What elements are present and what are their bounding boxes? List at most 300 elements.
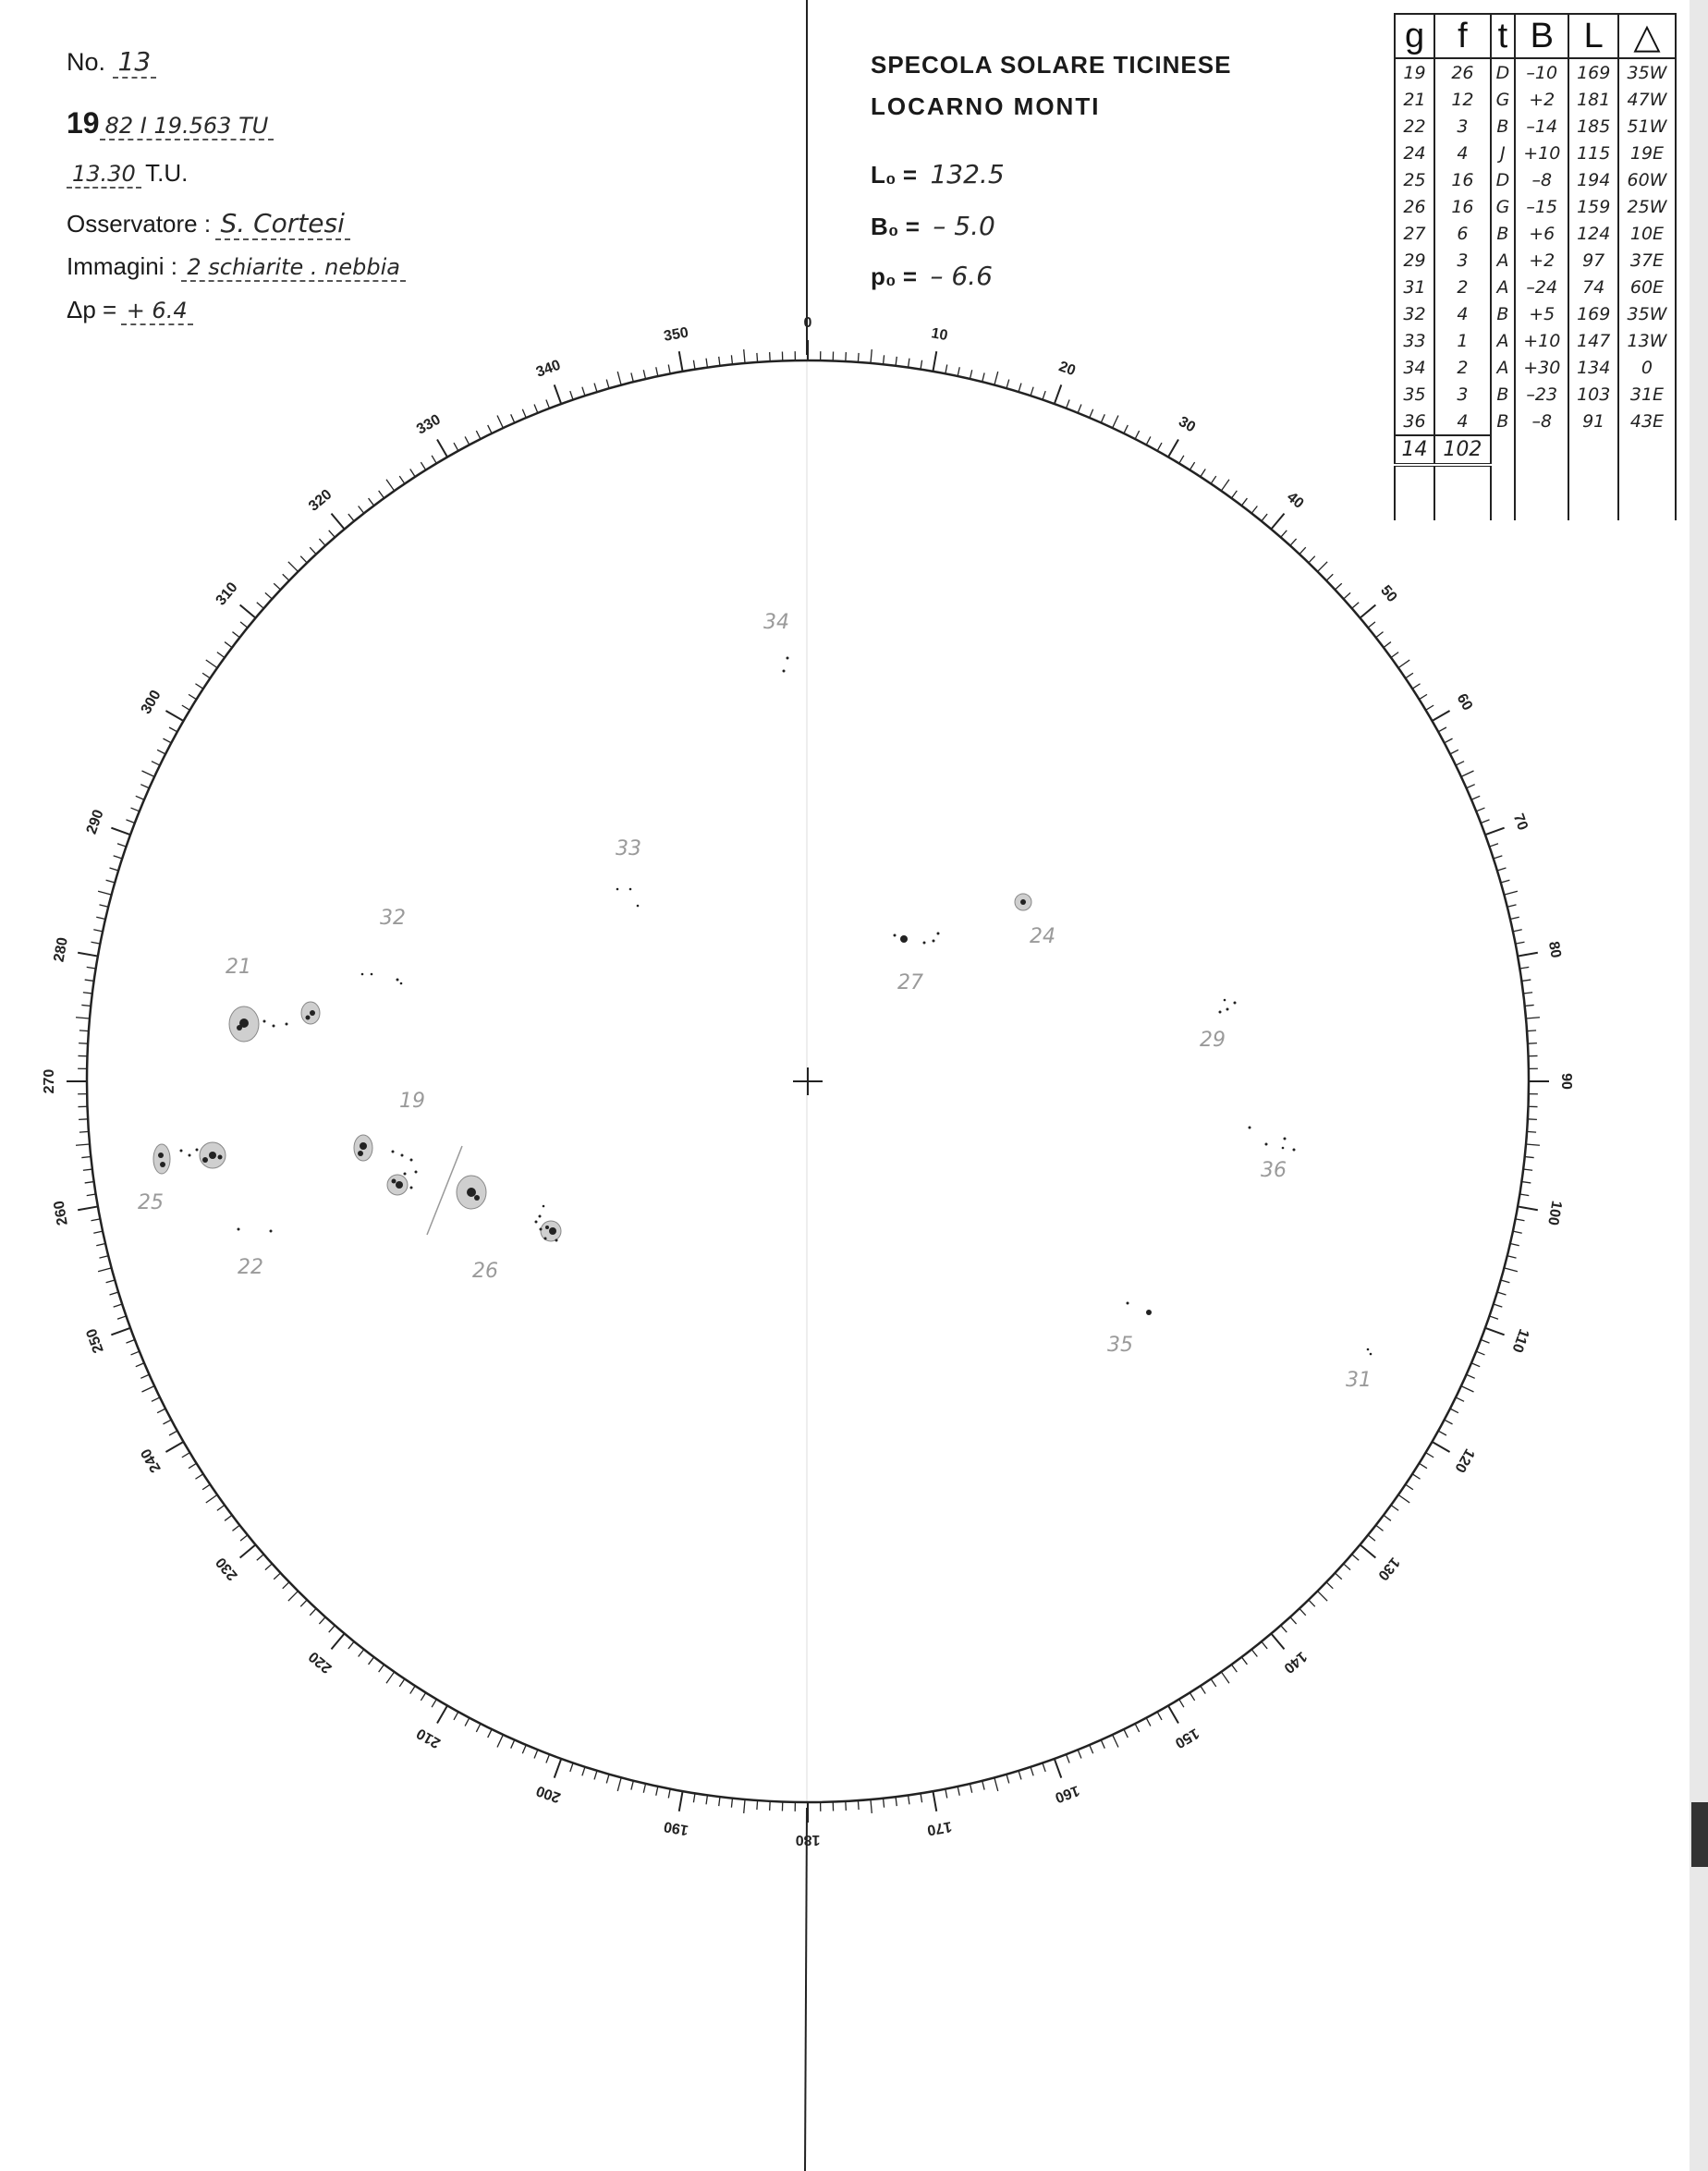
scale-tick [534, 405, 538, 413]
scale-tick [858, 1800, 859, 1810]
sunspot-group-labels [138, 611, 1372, 1392]
scale-tick [1271, 1634, 1284, 1650]
scale-tick [921, 1793, 922, 1802]
scale-tick [896, 1797, 897, 1806]
scale-tick [1525, 1005, 1534, 1006]
col-header-l: L [1568, 14, 1618, 58]
umbra-spot [218, 1155, 223, 1160]
cell-b: –24 [1515, 274, 1568, 300]
scale-tick [288, 1592, 299, 1602]
scale-tick [283, 1582, 289, 1589]
sunspot-group-33 [616, 888, 640, 908]
scale-tick [1231, 491, 1237, 498]
scale-tick [1494, 1304, 1503, 1307]
scale-tick [465, 436, 470, 445]
scale-tick [165, 1442, 183, 1452]
cell-l: 185 [1568, 113, 1618, 140]
cell-f: 2 [1434, 274, 1491, 300]
scale-tick [331, 514, 344, 530]
umbra-spot [1282, 1147, 1285, 1150]
scale-tick [240, 1535, 248, 1541]
cell-f: 3 [1434, 247, 1491, 274]
scale-tick [1124, 425, 1128, 433]
scale-tick [99, 905, 108, 907]
scale-label: 80 [1544, 940, 1564, 959]
scale-tick [1523, 1169, 1532, 1170]
cell-t: D [1491, 166, 1515, 193]
scale-tick [98, 891, 111, 895]
scale-tick [1471, 796, 1480, 799]
scale-tick [617, 1777, 621, 1790]
scale-tick [970, 1784, 971, 1793]
scale-tick [232, 632, 239, 638]
scale-tick [182, 1453, 190, 1457]
scale-tick [152, 1397, 160, 1401]
scale-tick [1043, 1763, 1045, 1772]
cell-t: B [1491, 300, 1515, 327]
scale-tick [87, 967, 96, 969]
scale-tick [240, 604, 256, 617]
scale-label: 170 [925, 1818, 954, 1838]
vertical-axis-bottom [805, 1808, 807, 2171]
scale-label: 60 [1453, 690, 1476, 714]
cell-l: 159 [1568, 193, 1618, 220]
umbra-spot [415, 1171, 418, 1174]
number-value: 13 [113, 46, 157, 79]
scale-tick [1412, 684, 1420, 689]
scale-tick [770, 1801, 771, 1811]
penumbra [153, 1144, 170, 1174]
scale-tick [1412, 1474, 1420, 1479]
scale-tick [1461, 1386, 1474, 1392]
scale-tick [85, 1182, 94, 1183]
scale-tick [497, 415, 503, 428]
scale-tick [206, 1494, 217, 1503]
scale-tick [432, 456, 436, 464]
scale-tick [225, 1515, 232, 1520]
scale-tick [83, 1169, 92, 1170]
umbra-spot [238, 1228, 240, 1231]
cell-g: 22 [1395, 113, 1434, 140]
scale-tick [1262, 514, 1267, 521]
scale-tick [1450, 1409, 1458, 1413]
cell-t: G [1491, 86, 1515, 113]
cell-g: 32 [1395, 300, 1434, 327]
umbra-spot [1265, 1143, 1268, 1146]
scale-tick [1113, 415, 1118, 428]
images-value: 2 schiarite . nebbia [181, 254, 406, 282]
scale-tick [679, 351, 683, 372]
cell-l: 74 [1568, 274, 1618, 300]
scale-tick [1504, 891, 1517, 895]
cell-l: 169 [1568, 300, 1618, 327]
scale-tick [1497, 1292, 1507, 1295]
cell-t: B [1491, 381, 1515, 408]
scale-label: 150 [1172, 1725, 1202, 1751]
scale-tick [1067, 399, 1070, 408]
scale-tick [78, 1206, 98, 1210]
scale-tick [110, 1292, 119, 1295]
umbra-spot [637, 905, 640, 908]
scale-tick [1124, 1729, 1128, 1738]
umbra-spot [392, 1151, 395, 1153]
scale-tick [606, 380, 609, 389]
umbra-spot [209, 1152, 216, 1159]
group-label-32: 32 [380, 907, 406, 930]
cell-b: –15 [1515, 193, 1568, 220]
sunspot-groups [153, 657, 1372, 1356]
scale-tick [1078, 1750, 1081, 1758]
umbra-spot [1293, 1149, 1296, 1152]
group-label-27: 27 [897, 971, 923, 994]
scale-tick [1461, 771, 1474, 776]
cell-delta: 31E [1618, 381, 1676, 408]
scale-label: 230 [213, 1554, 241, 1583]
umbra-spot [273, 1025, 275, 1028]
umbra-spot [410, 1159, 413, 1162]
dp-label: Δp = [67, 296, 117, 323]
scale-tick [476, 431, 481, 439]
scale-tick [359, 1650, 364, 1657]
scale-tick [1006, 1775, 1009, 1784]
sunspot-group-27 [894, 933, 940, 945]
scale-label: 330 [414, 411, 444, 438]
cell-f: 2 [1434, 354, 1491, 381]
umbra-spot [474, 1195, 480, 1201]
umbra-spot [360, 1142, 367, 1150]
scale-tick [1518, 953, 1538, 957]
scale-tick [1090, 1745, 1093, 1753]
umbra-spot [1234, 1002, 1237, 1005]
scale-tick [202, 673, 210, 678]
umbra-spot [1219, 1011, 1222, 1014]
scale-tick [1251, 506, 1257, 513]
scale-tick [656, 367, 658, 376]
date-value: 82 I 19.563 TU [100, 113, 274, 140]
cell-t: A [1491, 354, 1515, 381]
scale-tick [79, 1119, 88, 1120]
sunspot-group-34 [783, 657, 789, 673]
scale-tick [1445, 1420, 1453, 1424]
cell-f: 4 [1434, 408, 1491, 435]
cell-t: A [1491, 274, 1515, 300]
umbra-spot [783, 670, 786, 673]
scale-tick [1157, 1712, 1162, 1720]
scale-tick [1211, 1679, 1216, 1687]
scale-tick [1360, 1544, 1376, 1557]
scale-label: 350 [662, 324, 690, 345]
scale-tick [136, 796, 144, 799]
scale-tick [1490, 844, 1498, 847]
scale-tick [921, 360, 922, 370]
group-label-29: 29 [1200, 1029, 1226, 1052]
scale-tick [169, 727, 177, 732]
cell-delta: 25W [1618, 193, 1676, 220]
scale-tick [1406, 673, 1413, 678]
scale-label: 130 [1374, 1554, 1403, 1583]
scale-tick [555, 384, 562, 404]
scale-tick [169, 1431, 177, 1435]
scale-tick [1146, 1718, 1151, 1726]
scale-label: 90 [1557, 1073, 1574, 1090]
scale-tick [348, 514, 354, 521]
umbra-spot [543, 1205, 545, 1208]
umbra-spot [923, 942, 926, 945]
col-header-delta: △ [1618, 14, 1676, 58]
scale-tick [1368, 1535, 1375, 1541]
scale-tick [693, 1793, 695, 1802]
scale-tick [76, 1144, 90, 1145]
scale-label: 100 [1544, 1199, 1565, 1227]
cell-b: +2 [1515, 86, 1568, 113]
scale-tick [131, 1351, 140, 1355]
scale-tick [232, 1525, 239, 1531]
scale-tick [1168, 1705, 1178, 1723]
scale-tick [126, 820, 134, 823]
scale-tick [570, 391, 573, 399]
scale-tick [329, 531, 336, 538]
scale-tick [1501, 1280, 1510, 1283]
group-label-36: 36 [1261, 1159, 1287, 1182]
umbra-spot [540, 1228, 543, 1231]
scale-tick [93, 1231, 103, 1233]
scale-tick [131, 808, 140, 811]
scale-tick [1384, 642, 1391, 648]
umbra-spot [894, 934, 897, 937]
scale-tick [679, 1791, 683, 1811]
scale-tick [92, 1219, 101, 1221]
cell-f: 1 [1434, 327, 1491, 354]
scale-tick [1281, 1626, 1287, 1633]
umbra-spot [1249, 1127, 1251, 1129]
col-header-b: B [1515, 14, 1568, 58]
scale-tick [437, 439, 447, 457]
umbra-spot [549, 1227, 556, 1235]
umbra-spot [544, 1238, 547, 1240]
umbra-spot [310, 1010, 315, 1016]
cell-g: 31 [1395, 274, 1434, 300]
sunspot-group-22 [238, 1228, 273, 1233]
scale-tick [163, 1420, 171, 1424]
scale-tick [399, 476, 405, 483]
scale-tick [78, 953, 98, 957]
scale-tick [1318, 562, 1328, 572]
scale-tick [225, 642, 232, 648]
scale-tick [79, 1043, 88, 1044]
umbra-spot [933, 940, 935, 943]
umbra-spot [1146, 1310, 1152, 1315]
scale-tick [1456, 762, 1464, 765]
cell-t: A [1491, 247, 1515, 274]
scale-label: 190 [662, 1818, 690, 1838]
scale-tick [106, 880, 116, 883]
scale-tick [982, 372, 984, 382]
scale-tick [454, 1712, 458, 1720]
cell-b: –8 [1515, 408, 1568, 435]
scale-tick [668, 1789, 670, 1799]
scale-tick [114, 856, 123, 859]
scale-tick [1467, 1374, 1475, 1378]
scale-tick [1450, 750, 1458, 754]
umbra-spot [361, 973, 364, 976]
umbra-spot [401, 1154, 404, 1157]
scale-tick [92, 942, 101, 944]
group-label-33: 33 [616, 837, 641, 860]
scale-tick [594, 1771, 597, 1780]
scale-tick [257, 1555, 264, 1561]
scale-tick [1523, 993, 1532, 994]
cell-l: 147 [1568, 327, 1618, 354]
scale-tick [546, 399, 550, 408]
scale-tick [1326, 1582, 1333, 1589]
scale-tick [994, 372, 998, 384]
cell-b: –23 [1515, 381, 1568, 408]
scale-tick [1432, 1442, 1449, 1452]
umbra-spot [189, 1154, 191, 1157]
scale-tick [1326, 574, 1333, 580]
scale-tick [731, 355, 732, 364]
scale-tick [1090, 409, 1093, 418]
sunspot-group-35 [1127, 1302, 1153, 1316]
scale-tick [1271, 514, 1284, 530]
umbra-spot [263, 1020, 266, 1023]
scale-tick [265, 1564, 272, 1570]
cell-b: –10 [1515, 58, 1568, 86]
scale-label: 260 [51, 1199, 71, 1227]
sunspot-group-21 [229, 1002, 320, 1042]
scale-label: 110 [1508, 1326, 1532, 1355]
scale-tick [93, 930, 103, 932]
scale-tick [81, 1157, 91, 1158]
scale-tick [1438, 1431, 1446, 1435]
scale-tick [1419, 694, 1426, 699]
cell-g: 33 [1395, 327, 1434, 354]
scale-tick [582, 1767, 585, 1776]
cell-delta: 60W [1618, 166, 1676, 193]
scale-tick [348, 1641, 354, 1649]
scale-tick [1113, 1735, 1118, 1748]
scale-label: 320 [306, 486, 336, 515]
scale-tick [114, 1304, 123, 1307]
scale-tick [117, 844, 126, 847]
scale-tick [594, 384, 597, 393]
scale-tick [1019, 1771, 1021, 1780]
scale-label: 220 [306, 1648, 336, 1677]
scale-tick [1335, 1573, 1341, 1579]
cell-delta: 35W [1618, 58, 1676, 86]
scale-tick [1528, 1043, 1537, 1044]
umbra-spot [286, 1023, 288, 1026]
scale-tick [300, 1600, 307, 1606]
scan-edge [1690, 0, 1708, 2171]
sunspot-group-19 [354, 1135, 418, 1195]
scale-tick [1527, 1131, 1536, 1132]
col-header-t: t [1491, 14, 1515, 58]
umbra-spot [158, 1153, 164, 1158]
scale-label: 240 [138, 1445, 165, 1475]
scale-tick [1281, 531, 1287, 538]
scale-tick [511, 414, 515, 422]
scale-tick [1157, 443, 1162, 451]
dp-value: + 6.4 [121, 298, 193, 325]
group-label-21: 21 [226, 956, 251, 979]
scale-tick [1299, 1608, 1306, 1615]
scale-tick [257, 603, 264, 609]
cell-g: 36 [1395, 408, 1434, 435]
scale-tick [111, 1328, 130, 1336]
scale-tick [1309, 556, 1315, 563]
sunspot-group-26 [457, 1176, 561, 1242]
scale-tick [933, 1791, 936, 1811]
umbra-spot [629, 888, 632, 891]
scale-tick [1360, 604, 1376, 617]
scale-label: 10 [930, 325, 949, 345]
scale-tick [1513, 1231, 1522, 1233]
scale-tick [319, 1617, 325, 1624]
cell-g: 21 [1395, 86, 1434, 113]
scale-tick [693, 360, 695, 370]
cell-delta: 37E [1618, 247, 1676, 274]
cell-l: 194 [1568, 166, 1618, 193]
umbra-spot [787, 657, 789, 660]
cell-t: G [1491, 193, 1515, 220]
sunspot-group-29 [1219, 999, 1237, 1014]
scale-tick [994, 1777, 998, 1790]
cell-delta: 0 [1618, 354, 1676, 381]
scale-tick [85, 980, 94, 981]
cell-f: 4 [1434, 140, 1491, 166]
scale-tick [98, 1268, 111, 1272]
scale-tick [1231, 1665, 1237, 1672]
scale-tick [79, 1131, 89, 1132]
scale-tick [1352, 603, 1360, 609]
scale-tick [465, 1718, 470, 1726]
scale-tick [958, 367, 959, 376]
scale-tick [706, 1795, 707, 1804]
scale-tick [1525, 1157, 1534, 1158]
scale-tick [497, 1735, 503, 1748]
scale-tick [189, 1463, 196, 1468]
scale-tick [1078, 405, 1081, 413]
scale-tick [946, 365, 947, 374]
scale-tick [310, 1608, 316, 1615]
scale-tick [1031, 387, 1033, 396]
scale-tick [656, 1787, 658, 1796]
scale-tick [195, 684, 202, 689]
year-printed: 19 [67, 106, 100, 140]
cell-t: J [1491, 140, 1515, 166]
observer-value: S. Cortesi [215, 208, 350, 240]
observatory-location: LOCARNO MONTI [871, 92, 1101, 120]
scale-tick [369, 1657, 374, 1665]
sunspot-group-24 [1015, 894, 1031, 910]
scale-label: 310 [213, 579, 241, 609]
scale-tick [1031, 1767, 1033, 1776]
b0-value: – 5.0 [933, 211, 995, 241]
umbra-spot [1367, 1348, 1370, 1351]
umbra-spot [410, 1187, 413, 1189]
scale-tick [1481, 1340, 1489, 1344]
p0-label: p₀ = [871, 262, 918, 290]
scale-tick [757, 353, 758, 362]
scale-tick [570, 1763, 573, 1772]
scale-tick [1101, 1740, 1104, 1749]
cell-f: 6 [1434, 220, 1491, 247]
scale-tick [182, 705, 190, 710]
scale-tick [1510, 1243, 1519, 1245]
scale-tick [606, 1775, 609, 1784]
scale-tick [96, 917, 105, 919]
